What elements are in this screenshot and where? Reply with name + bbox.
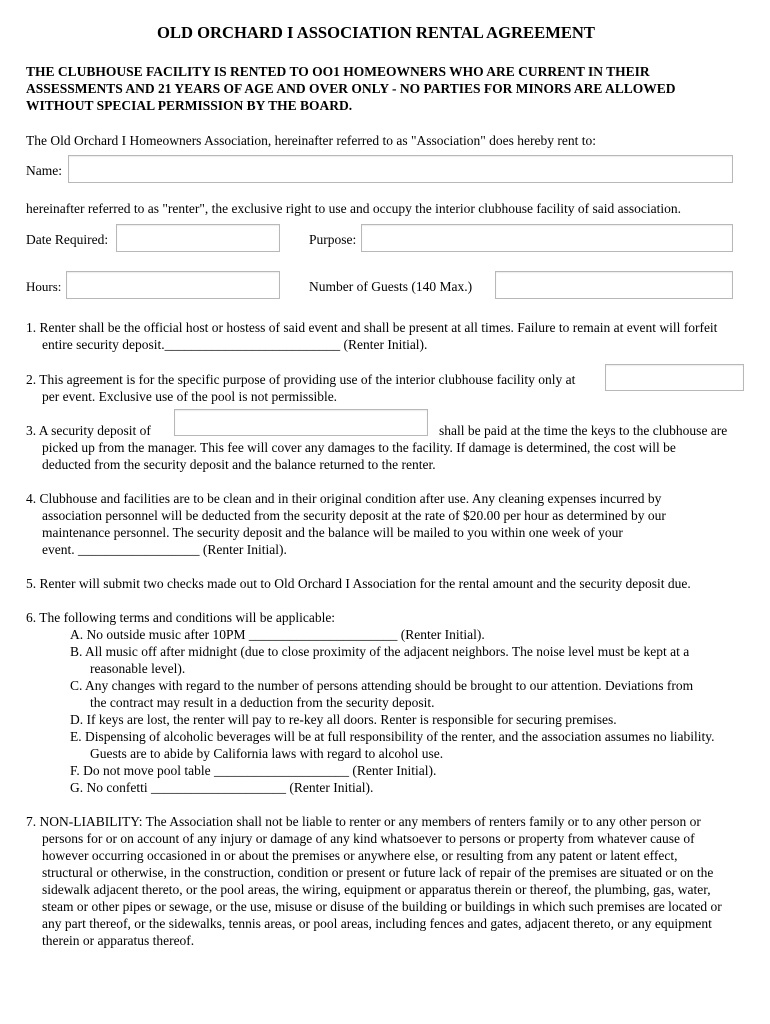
item-1-line-2: entire security deposit.__________________________ (Renter Initial). bbox=[42, 337, 428, 352]
item-6-B-line-1: B. All music off after midnight (due to close proximity of the adjacent neighbors. The noise level must be kept at a bbox=[70, 644, 690, 659]
item-3-line-2: picked up from the manager. This fee will cover any damages to the facility. If damage is determined, the cost will be bbox=[42, 440, 676, 455]
item-4-line-3: maintenance personnel. The security deposit and the balance will be mailed to you within one week of your bbox=[42, 525, 623, 540]
intro-text: The Old Orchard I Homeowners Association, hereinafter referred to as "Association" does hereby rent to: bbox=[26, 133, 596, 148]
hours-label: Hours: bbox=[26, 279, 62, 294]
item-4-line-4: event. __________________ (Renter Initial). bbox=[42, 542, 287, 557]
item-6-E-line-2: Guests are to abide by California laws with regard to alcohol use. bbox=[90, 746, 444, 761]
name-label: Name: bbox=[26, 163, 62, 178]
item-6-B-line-2: reasonable level). bbox=[90, 661, 186, 676]
notice-line-3: WITHOUT SPECIAL PERMISSION BY THE BOARD. bbox=[26, 98, 353, 113]
item-7-line-8: therein or apparatus thereof. bbox=[42, 933, 195, 948]
item-1-line-1: 1. Renter shall be the official host or hostess of said event and shall be present at all times. Failure to remain at event will forfeit bbox=[26, 320, 718, 335]
item-7-line-6: steam or other pipes or sewage, or the use, misuse or disuse of the building or buildings in which such premises are located or bbox=[42, 899, 722, 914]
number-of-guests-field[interactable] bbox=[495, 271, 733, 299]
notice-line-1: THE CLUBHOUSE FACILITY IS RENTED TO OO1 HOMEOWNERS WHO ARE CURRENT IN THEIR bbox=[26, 64, 650, 79]
item-6-D: D. If keys are lost, the renter will pay to re-key all doors. Renter is responsible for securing premises. bbox=[70, 712, 617, 727]
item-7-line-2: persons for or on account of any injury or damage of any kind whatsoever to persons or property from whatever cause of bbox=[42, 831, 695, 846]
item-3-line-3: deducted from the security deposit and the balance returned to the renter. bbox=[42, 457, 436, 472]
renter-definition-text: hereinafter referred to as "renter", the exclusive right to use and occupy the interior clubhouse facility of said association. bbox=[26, 201, 682, 216]
hours-field[interactable] bbox=[66, 271, 280, 299]
item-6-A: A. No outside music after 10PM ______________________ (Renter Initial). bbox=[70, 627, 485, 642]
item-5: 5. Renter will submit two checks made out to Old Orchard I Association for the rental amount and the security deposit due. bbox=[26, 576, 691, 591]
item-2-line-2: per event. Exclusive use of the pool is not permissible. bbox=[42, 389, 338, 404]
item-6-heading: 6. The following terms and conditions will be applicable: bbox=[26, 610, 336, 625]
number-of-guests-label: Number of Guests (140 Max.) bbox=[309, 279, 473, 294]
item-7-line-3: however occurring occasioned in or about the premises or anywhere else, or resulting from any patent or latent effect, bbox=[42, 848, 678, 863]
date-required-label: Date Required: bbox=[26, 232, 109, 247]
item-7-line-7: any part thereof, or the sidewalks, tennis areas, or pool areas, including fences and gates, adjacent thereto, or any equipment bbox=[42, 916, 712, 931]
item-7-line-1: 7. NON-LIABILITY: The Association shall not be liable to renter or any members of renters family or to any other person or bbox=[26, 814, 701, 829]
item-6-C-line-2: the contract may result in a deduction from the security deposit. bbox=[90, 695, 435, 710]
item-6-G: G. No confetti ____________________ (Renter Initial). bbox=[70, 780, 374, 795]
item-6-C-line-1: C. Any changes with regard to the number of persons attending should be brought to our attention. Deviations from bbox=[70, 678, 694, 693]
item-6-E-line-1: E. Dispensing of alcoholic beverages will be at full responsibility of the renter, and the association assumes no liability. bbox=[70, 729, 715, 744]
item-7-line-5: sidewalk adjacent thereto, or the pool areas, the wiring, equipment or apparatus therein or thereof, the plumbing, gas, water, bbox=[42, 882, 711, 897]
item-4-line-1: 4. Clubhouse and facilities are to be clean and in their original condition after use. Any cleaning expenses incurred by bbox=[26, 491, 662, 506]
purpose-field[interactable] bbox=[361, 224, 733, 252]
name-field[interactable] bbox=[68, 155, 733, 183]
security-deposit-field[interactable] bbox=[174, 409, 428, 436]
document-title: OLD ORCHARD I ASSOCIATION RENTAL AGREEMENT bbox=[156, 23, 596, 42]
item-6-F: F. Do not move pool table ____________________ (Renter Initial). bbox=[70, 763, 437, 778]
date-required-field[interactable] bbox=[116, 224, 280, 252]
notice-line-2: ASSESSMENTS AND 21 YEARS OF AGE AND OVER ONLY - NO PARTIES FOR MINORS ARE ALLOWED bbox=[26, 81, 676, 96]
item-4-line-2: association personnel will be deducted from the security deposit at the rate of $20.00 per hour as determined by our bbox=[42, 508, 666, 523]
item-3-line-1-cont: shall be paid at the time the keys to the clubhouse are bbox=[439, 423, 728, 438]
item-7-line-4: structural or otherwise, in the construction, condition or present or future lack of repair of the premises are situated or on the bbox=[42, 865, 714, 880]
purpose-label: Purpose: bbox=[309, 232, 357, 247]
item-3-line-1: 3. A security deposit of bbox=[26, 423, 151, 438]
rental-fee-field[interactable] bbox=[605, 364, 744, 391]
item-2-line-1: 2. This agreement is for the specific purpose of providing use of the interior clubhouse facility only at bbox=[26, 372, 576, 387]
